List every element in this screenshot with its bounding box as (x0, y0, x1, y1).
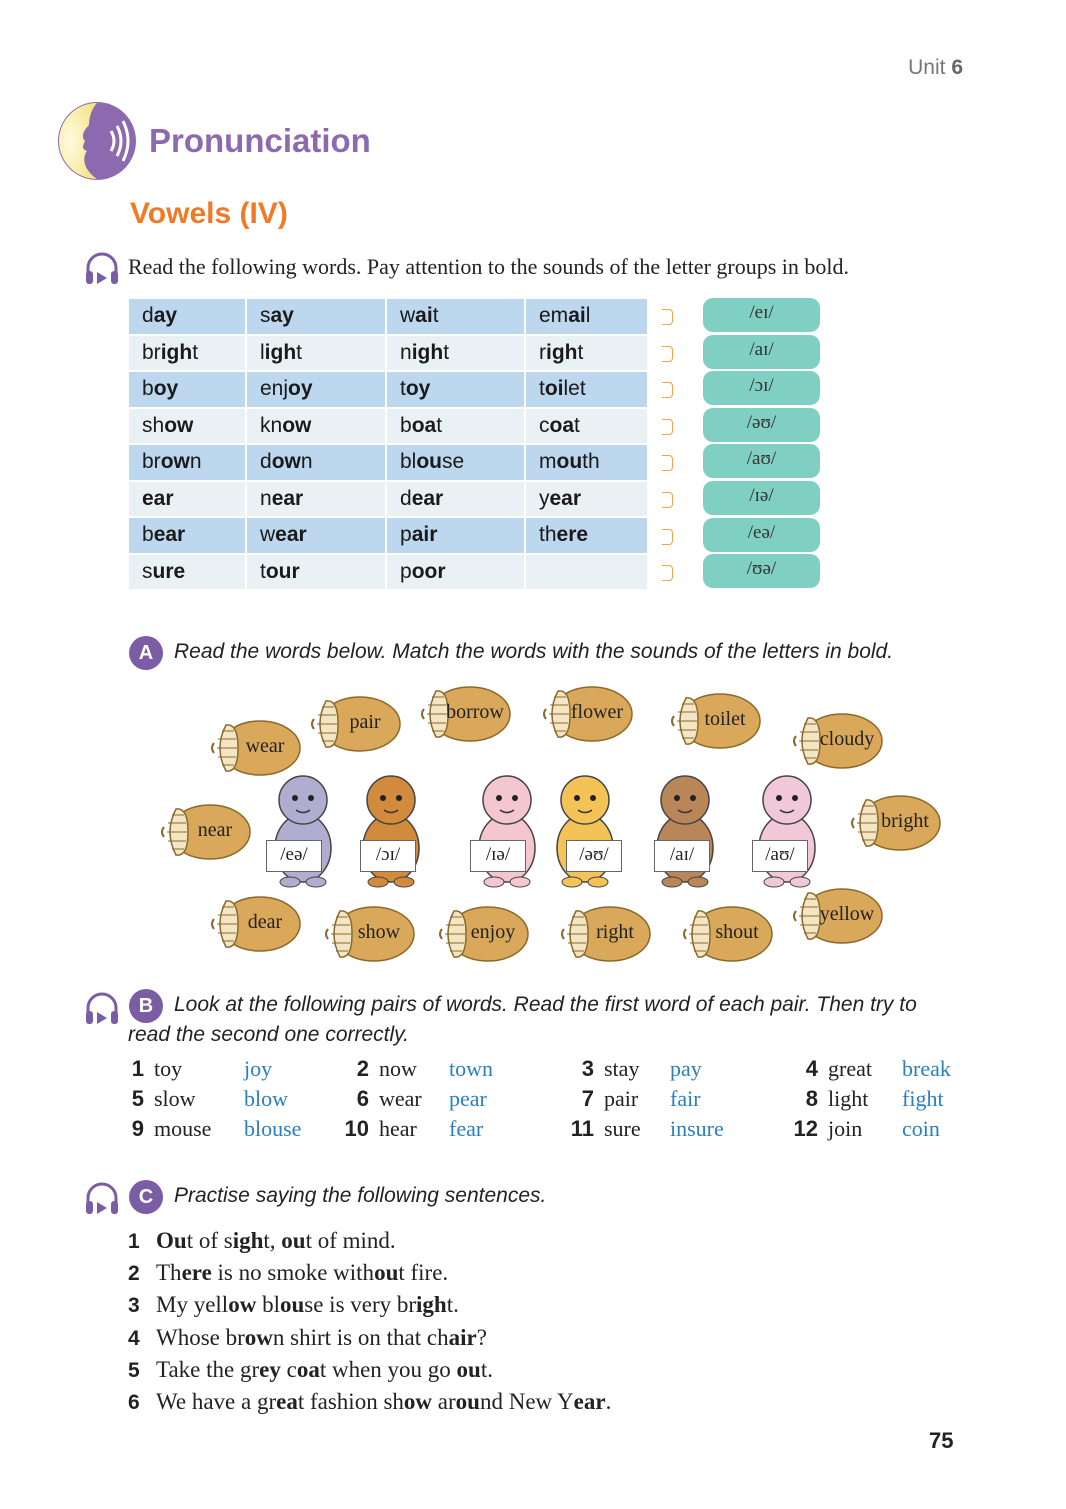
first-word: join (828, 1116, 863, 1141)
subtitle: Vowels (IV) (130, 197, 288, 230)
word-pairs (118, 1054, 982, 1144)
first-word: slow (154, 1086, 196, 1111)
second-word: fight (902, 1086, 944, 1111)
acorn-word: yellow (819, 903, 875, 925)
acorn-word-card[interactable] (322, 903, 416, 965)
first-word: stay (604, 1056, 640, 1081)
acorn-word: toilet (704, 708, 746, 730)
pair-number: 9 (131, 1116, 144, 1141)
second-word: joy (244, 1056, 273, 1081)
word-cell: say (247, 299, 385, 334)
acorn-word: borrow (446, 701, 504, 723)
word-cell: boy (129, 372, 245, 407)
acorn-word-card[interactable] (436, 903, 530, 965)
pair-number: 8 (805, 1086, 818, 1111)
headphones-icon[interactable] (83, 990, 121, 1026)
acorn-word-card[interactable] (668, 690, 762, 752)
word-cell: email (526, 299, 647, 334)
badge-a: A (129, 636, 163, 670)
acorn-word: enjoy (470, 921, 516, 943)
instruction-b-line2: read the second one correctly. (128, 1023, 409, 1046)
word-cell: boat (387, 409, 524, 444)
word-cell: coat (526, 409, 647, 444)
pair-number: 4 (805, 1056, 818, 1081)
word-cell: toy (387, 372, 524, 407)
practice-sentence: 2 There is no smoke without fire. (128, 1260, 449, 1286)
sentence-number: 4 (128, 1326, 140, 1350)
acorn-word-card[interactable] (848, 792, 942, 854)
word-pair-row (118, 1084, 982, 1114)
second-word: town (449, 1056, 493, 1081)
first-word: wear (379, 1086, 422, 1111)
word-cell: enjoy (247, 372, 385, 407)
acorn-word-card[interactable] (418, 683, 512, 745)
word-cell: there (526, 518, 647, 553)
pair-number: 11 (570, 1116, 594, 1141)
practice-sentence: 1 Out of sight, out of mind. (128, 1228, 396, 1253)
pair-number: 6 (356, 1086, 369, 1111)
ipa-sound-box: /ɪə/ (703, 481, 820, 515)
word-cell: day (129, 299, 245, 334)
ipa-sound-box: /aɪ/ (703, 335, 820, 369)
first-word: great (828, 1056, 872, 1081)
second-word: insure (670, 1116, 724, 1141)
ipa-sound-box: /aʊ/ (703, 444, 820, 478)
practice-sentence: 5 Take the grey coat when you go out. (128, 1356, 493, 1382)
acorn-word: pair (349, 711, 381, 733)
first-word: toy (154, 1056, 183, 1081)
word-cell: pair (387, 518, 524, 553)
word-cell: toilet (526, 372, 647, 407)
first-word: now (379, 1056, 417, 1081)
acorn-word: show (357, 921, 401, 943)
pair-number: 7 (581, 1086, 594, 1111)
acorn-word: right (596, 921, 634, 943)
acorn-word: near (197, 819, 233, 841)
second-word: blouse (244, 1116, 302, 1141)
word-pair-row (118, 1114, 982, 1144)
acorn-word-card[interactable] (208, 893, 302, 955)
second-word: break (902, 1056, 951, 1081)
animal-sound-card: /ɔɪ/ (360, 840, 416, 872)
second-word: blow (244, 1086, 288, 1111)
second-word: fair (670, 1086, 701, 1111)
first-word: mouse (154, 1116, 212, 1141)
first-word: sure (604, 1116, 641, 1141)
animal-sound-card: /aʊ/ (752, 840, 808, 872)
animal-sound-card: /aɪ/ (654, 840, 710, 872)
word-cell: wait (387, 299, 524, 334)
intro-text: Read the following words. Pay attention to the sounds of the letter groups in bold. (128, 254, 850, 279)
acorn-word: cloudy (819, 728, 875, 750)
word-cell: bear (129, 518, 245, 553)
word-cell: right (526, 336, 647, 371)
acorn-word: wear (245, 735, 285, 757)
word-cell: show (129, 409, 245, 444)
word-cell: night (387, 336, 524, 371)
unit-label: Unit 6 (908, 56, 963, 79)
acorn-word-card[interactable] (558, 903, 652, 965)
word-cell: near (247, 482, 385, 517)
pair-number: 5 (131, 1086, 144, 1111)
headphones-icon[interactable] (83, 1180, 121, 1216)
practice-sentence: 3 My yellow blouse is very bright. (128, 1292, 459, 1318)
acorn-word-card[interactable] (680, 903, 774, 965)
pair-number: 10 (344, 1116, 369, 1141)
ipa-sound-box: /eə/ (703, 518, 820, 552)
word-cell: year (526, 482, 647, 517)
badge-b: B (129, 989, 163, 1023)
word-cell: know (247, 409, 385, 444)
animal-sound-card: /eə/ (266, 840, 322, 872)
word-cell: ear (129, 482, 245, 517)
practice-sentence: 6 We have a great fashion show around New Year. (128, 1389, 612, 1414)
instruction-c: Practise saying the following sentences. (174, 1184, 547, 1207)
badge-c: C (129, 1180, 163, 1214)
second-word: pear (449, 1086, 487, 1111)
pair-number: 3 (581, 1056, 594, 1081)
word-cell: light (247, 336, 385, 371)
word-cell: mouth (526, 445, 647, 480)
word-cell: down (247, 445, 385, 480)
ipa-sound-box: /eɪ/ (703, 298, 820, 332)
word-cell: poor (387, 555, 524, 590)
acorn-word: flower (570, 701, 624, 723)
second-word: pay (670, 1056, 702, 1081)
second-word: coin (902, 1116, 940, 1141)
first-word: hear (379, 1116, 417, 1141)
ipa-sound-box: /ʊə/ (703, 554, 820, 588)
sentence-number: 6 (128, 1391, 140, 1414)
acorn-word: dear (247, 911, 283, 933)
word-cell: sure (129, 555, 245, 590)
word-cell: wear (247, 518, 385, 553)
instruction-a: Read the words below. Match the words with the sounds of the letters in bold. (174, 640, 894, 663)
sentence-number: 1 (128, 1230, 140, 1253)
first-word: light (828, 1086, 869, 1111)
second-word: fear (449, 1116, 484, 1141)
word-cell: blouse (387, 445, 524, 480)
animal-sound-card: /ɪə/ (470, 840, 526, 872)
acorn-word: bright (881, 810, 929, 832)
page-number: 75 (929, 1428, 954, 1453)
ipa-sound-box: /əʊ/ (703, 408, 820, 442)
word-cell: bright (129, 336, 245, 371)
word-cell: brown (129, 445, 245, 480)
first-word: pair (604, 1086, 639, 1111)
sentence-number: 5 (128, 1358, 140, 1382)
animal-sound-card: /əʊ/ (566, 840, 622, 872)
section-title: Pronunciation (149, 122, 371, 159)
practice-sentence: 4 Whose brown shirt is on that chair? (128, 1324, 487, 1350)
ipa-sound-box: /ɔɪ/ (703, 371, 820, 405)
word-cell: tour (247, 555, 385, 590)
sentence-number: 3 (128, 1294, 140, 1318)
instruction-b-line1: Look at the following pairs of words. Read the first word of each pair. Then try to (174, 993, 917, 1016)
acorn-word-card[interactable] (308, 693, 402, 755)
acorn-word: shout (715, 921, 759, 943)
pair-number: 12 (793, 1116, 818, 1141)
word-cell: dear (387, 482, 524, 517)
sentence-number: 2 (128, 1262, 140, 1286)
acorn-word-card[interactable] (540, 683, 634, 745)
pair-number: 1 (131, 1056, 144, 1081)
word-pair-row (118, 1054, 982, 1084)
acorn-word-card[interactable] (158, 801, 252, 863)
pair-number: 2 (356, 1056, 369, 1081)
acorn-word-card[interactable] (790, 885, 884, 947)
